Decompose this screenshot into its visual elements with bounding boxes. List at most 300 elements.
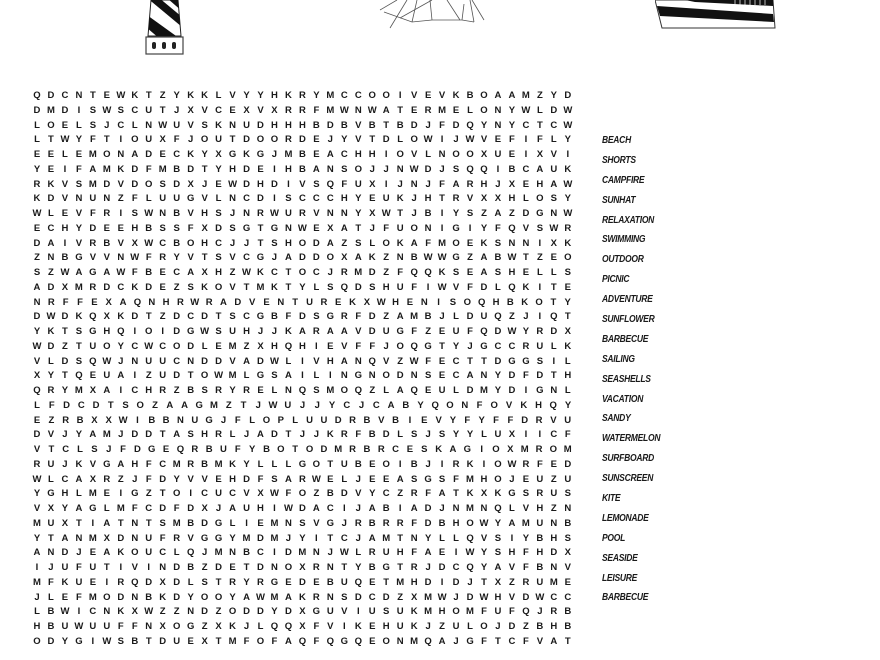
grid-letter[interactable]: Y (369, 488, 376, 500)
grid-letter[interactable]: J (48, 562, 54, 573)
grid-letter[interactable]: D (257, 532, 264, 544)
grid-letter[interactable]: S (452, 163, 460, 175)
grid-letter[interactable]: R (550, 606, 558, 618)
grid-letter[interactable]: Y (75, 429, 83, 441)
grid-letter[interactable]: J (132, 473, 138, 485)
grid-letter[interactable]: R (257, 208, 264, 219)
grid-letter[interactable]: J (187, 134, 194, 146)
grid-letter[interactable]: C (159, 458, 167, 470)
grid-letter[interactable]: B (363, 444, 371, 455)
grid-letter[interactable]: T (564, 311, 571, 323)
grid-letter[interactable]: H (382, 281, 390, 293)
grid-letter[interactable]: R (187, 458, 195, 470)
grid-letter[interactable]: D (466, 591, 474, 603)
grid-letter[interactable]: E (33, 414, 41, 426)
grid-letter[interactable]: Q (117, 326, 125, 337)
grid-letter[interactable]: N (312, 547, 320, 559)
grid-letter[interactable]: W (130, 252, 140, 264)
grid-letter[interactable]: R (215, 385, 223, 396)
grid-letter[interactable]: I (524, 134, 528, 146)
grid-letter[interactable]: D (47, 281, 55, 293)
grid-letter[interactable]: S (313, 311, 320, 323)
grid-letter[interactable]: H (492, 296, 500, 308)
grid-letter[interactable]: I (77, 606, 81, 618)
grid-letter[interactable]: A (550, 178, 558, 190)
grid-letter[interactable]: N (480, 503, 488, 514)
grid-letter[interactable]: M (480, 385, 488, 396)
grid-letter[interactable]: D (243, 473, 250, 485)
grid-letter[interactable]: I (440, 222, 444, 234)
grid-letter[interactable]: U (382, 193, 390, 205)
grid-letter[interactable]: W (144, 208, 154, 219)
grid-letter[interactable]: O (410, 222, 418, 234)
grid-letter[interactable]: V (103, 252, 110, 264)
grid-letter[interactable]: I (301, 370, 304, 382)
grid-letter[interactable]: H (33, 621, 41, 632)
grid-letter[interactable]: H (229, 163, 236, 175)
grid-letter[interactable]: C (298, 193, 306, 205)
grid-letter[interactable]: O (466, 517, 474, 529)
grid-letter[interactable]: V (75, 208, 83, 219)
grid-letter[interactable]: K (75, 311, 83, 323)
grid-letter[interactable]: L (145, 193, 152, 205)
grid-letter[interactable]: E (508, 149, 516, 160)
grid-letter[interactable]: J (439, 163, 445, 175)
grid-letter[interactable]: Z (215, 606, 222, 618)
grid-letter[interactable]: S (424, 370, 432, 382)
grid-letter[interactable]: F (271, 635, 278, 647)
grid-letter[interactable]: S (91, 444, 98, 455)
grid-letter[interactable]: E (369, 621, 376, 632)
grid-letter[interactable]: Y (494, 517, 502, 529)
grid-letter[interactable]: B (298, 163, 306, 175)
grid-letter[interactable]: I (63, 163, 67, 175)
grid-letter[interactable]: X (550, 237, 557, 249)
grid-letter[interactable]: A (536, 163, 544, 175)
grid-letter[interactable]: A (117, 370, 125, 382)
grid-letter[interactable]: K (326, 429, 334, 441)
grid-letter[interactable]: A (480, 252, 488, 264)
grid-letter[interactable]: J (229, 237, 236, 249)
grid-letter[interactable]: V (33, 444, 41, 455)
grid-letter[interactable]: C (372, 399, 380, 411)
grid-letter[interactable]: E (263, 296, 270, 308)
grid-letter[interactable]: J (34, 591, 40, 603)
grid-letter[interactable]: T (292, 296, 299, 308)
grid-letter[interactable]: I (273, 193, 276, 205)
grid-letter[interactable]: E (424, 90, 432, 101)
grid-letter[interactable]: J (425, 429, 431, 441)
grid-letter[interactable]: Z (201, 621, 208, 632)
grid-letter[interactable]: T (89, 90, 96, 101)
grid-letter[interactable]: O (33, 635, 41, 647)
grid-letter[interactable]: U (284, 208, 292, 219)
grid-letter[interactable]: D (187, 163, 195, 175)
grid-letter[interactable]: K (201, 90, 209, 101)
grid-letter[interactable]: G (354, 370, 362, 382)
grid-letter[interactable]: V (313, 355, 320, 367)
grid-letter[interactable]: B (368, 562, 376, 573)
grid-letter[interactable]: J (174, 104, 180, 116)
grid-letter[interactable]: B (368, 429, 376, 441)
grid-letter[interactable]: T (522, 252, 529, 264)
grid-letter[interactable]: L (48, 473, 54, 485)
grid-letter[interactable]: Q (410, 385, 418, 396)
grid-letter[interactable]: N (326, 562, 334, 573)
grid-letter[interactable]: V (550, 414, 557, 426)
grid-letter[interactable]: O (298, 267, 307, 278)
grid-letter[interactable]: G (75, 252, 83, 264)
grid-letter[interactable]: O (200, 370, 209, 382)
grid-letter[interactable]: G (452, 252, 460, 264)
grid-letter[interactable]: V (257, 104, 264, 116)
grid-letter[interactable]: S (229, 222, 236, 234)
grid-letter[interactable]: D (271, 429, 278, 441)
grid-letter[interactable]: V (117, 237, 124, 249)
grid-letter[interactable]: E (313, 222, 320, 234)
grid-letter[interactable]: I (440, 576, 444, 588)
grid-letter[interactable]: S (341, 591, 348, 603)
grid-letter[interactable]: S (75, 326, 83, 337)
grid-letter[interactable]: M (466, 503, 474, 514)
grid-letter[interactable]: H (162, 296, 170, 308)
grid-letter[interactable]: E (406, 444, 414, 455)
grid-letter[interactable]: L (369, 237, 376, 249)
grid-letter[interactable]: V (505, 399, 513, 411)
grid-letter[interactable]: F (131, 267, 138, 278)
grid-letter[interactable]: E (103, 90, 110, 101)
grid-letter[interactable]: L (285, 355, 292, 367)
grid-letter[interactable]: K (284, 326, 292, 337)
grid-letter[interactable]: M (214, 547, 223, 559)
grid-letter[interactable]: R (243, 385, 250, 396)
grid-letter[interactable]: N (117, 149, 125, 160)
grid-letter[interactable]: L (271, 385, 278, 396)
grid-letter[interactable]: L (453, 532, 459, 544)
grid-letter[interactable]: H (257, 503, 264, 514)
grid-letter[interactable]: J (118, 355, 124, 367)
grid-letter[interactable]: C (243, 193, 250, 205)
grid-letter[interactable]: C (131, 385, 139, 396)
grid-letter[interactable]: O (214, 281, 223, 293)
grid-letter[interactable]: F (411, 517, 418, 529)
grid-letter[interactable]: R (522, 576, 530, 588)
grid-letter[interactable]: C (452, 562, 460, 573)
grid-letter[interactable]: J (341, 517, 347, 529)
grid-letter[interactable]: C (312, 193, 320, 205)
grid-letter[interactable]: C (392, 444, 400, 455)
grid-letter[interactable]: D (334, 414, 342, 426)
grid-letter[interactable]: H (271, 90, 278, 101)
grid-letter[interactable]: Z (173, 281, 180, 293)
grid-letter[interactable]: J (425, 119, 431, 131)
grid-letter[interactable]: E (215, 340, 222, 352)
grid-letter[interactable]: H (438, 606, 446, 618)
grid-letter[interactable]: X (33, 370, 41, 382)
grid-letter[interactable]: M (74, 281, 83, 293)
grid-letter[interactable]: D (201, 517, 209, 529)
grid-letter[interactable]: U (320, 414, 328, 426)
grid-letter[interactable]: U (220, 444, 227, 455)
grid-letter[interactable]: Y (61, 385, 69, 396)
grid-letter[interactable]: J (383, 340, 389, 352)
grid-letter[interactable]: C (131, 340, 139, 352)
grid-letter[interactable]: K (480, 237, 488, 249)
grid-letter[interactable]: E (327, 473, 334, 485)
grid-letter[interactable]: S (285, 193, 292, 205)
grid-letter[interactable]: A (382, 104, 390, 116)
grid-letter[interactable]: H (243, 326, 250, 337)
grid-letter[interactable]: W (46, 311, 56, 323)
grid-letter[interactable]: B (263, 444, 270, 455)
grid-letter[interactable]: K (438, 267, 446, 278)
grid-letter[interactable]: R (284, 134, 292, 146)
grid-letter[interactable]: S (187, 281, 194, 293)
grid-letter[interactable]: D (508, 370, 516, 382)
grid-letter[interactable]: F (355, 311, 362, 323)
grid-letter[interactable]: O (326, 252, 335, 264)
grid-letter[interactable]: S (117, 104, 124, 116)
grid-letter[interactable]: Y (33, 488, 41, 500)
grid-letter[interactable]: F (313, 104, 320, 116)
grid-letter[interactable]: O (186, 237, 195, 249)
grid-letter[interactable]: L (467, 621, 473, 632)
grid-letter[interactable]: D (173, 311, 181, 323)
grid-letter[interactable]: T (145, 635, 152, 647)
grid-letter[interactable]: W (283, 503, 293, 514)
grid-letter[interactable]: Y (494, 385, 502, 396)
grid-letter[interactable]: B (536, 621, 544, 632)
grid-letter[interactable]: D (312, 237, 320, 249)
grid-letter[interactable]: I (119, 562, 123, 573)
grid-letter[interactable]: X (215, 621, 222, 632)
grid-letter[interactable]: F (522, 562, 529, 573)
grid-letter[interactable]: I (538, 311, 542, 323)
grid-letter[interactable]: R (424, 104, 432, 116)
grid-letter[interactable]: U (61, 562, 69, 573)
grid-letter[interactable]: V (248, 296, 256, 308)
grid-letter[interactable]: L (355, 547, 362, 559)
grid-letter[interactable]: F (131, 621, 138, 632)
grid-letter[interactable]: V (61, 193, 69, 205)
grid-letter[interactable]: F (425, 488, 432, 500)
grid-letter[interactable]: U (284, 399, 292, 411)
grid-letter[interactable]: D (33, 237, 41, 249)
grid-letter[interactable]: B (131, 635, 139, 647)
grid-letter[interactable]: N (550, 208, 558, 219)
grid-letter[interactable]: W (479, 591, 489, 603)
grid-letter[interactable]: M (116, 503, 125, 514)
grid-letter[interactable]: R (47, 385, 55, 396)
grid-letter[interactable]: C (368, 591, 376, 603)
grid-letter[interactable]: F (234, 444, 241, 455)
grid-letter[interactable]: F (77, 296, 83, 308)
grid-letter[interactable]: U (326, 606, 334, 618)
grid-letter[interactable]: D (117, 532, 125, 544)
grid-letter[interactable]: T (201, 252, 208, 264)
grid-letter[interactable]: Y (75, 134, 83, 146)
grid-letter[interactable]: H (271, 340, 278, 352)
grid-letter[interactable]: X (564, 326, 571, 337)
grid-letter[interactable]: I (384, 149, 388, 160)
grid-letter[interactable]: F (439, 178, 445, 190)
grid-letter[interactable]: Q (298, 385, 307, 396)
grid-letter[interactable]: R (340, 429, 348, 441)
grid-letter[interactable]: I (510, 532, 514, 544)
grid-letter[interactable]: S (494, 237, 502, 249)
grid-letter[interactable]: A (117, 458, 125, 470)
grid-letter[interactable]: E (215, 473, 222, 485)
grid-letter[interactable]: Q (424, 267, 432, 278)
grid-letter[interactable]: J (355, 503, 361, 514)
grid-letter[interactable]: U (145, 532, 153, 544)
grid-letter[interactable]: J (271, 252, 278, 264)
grid-letter[interactable]: M (438, 237, 447, 249)
grid-letter[interactable]: A (368, 532, 376, 544)
grid-letter[interactable]: T (292, 444, 299, 455)
grid-letter[interactable]: I (315, 532, 318, 544)
grid-letter[interactable]: U (145, 355, 153, 367)
grid-letter[interactable]: R (89, 237, 97, 249)
grid-letter[interactable]: D (257, 355, 264, 367)
grid-letter[interactable]: S (550, 193, 557, 205)
grid-letter[interactable]: Q (410, 267, 418, 278)
grid-letter[interactable]: R (298, 90, 306, 101)
grid-letter[interactable]: X (536, 149, 544, 160)
grid-letter[interactable]: B (392, 414, 400, 426)
grid-letter[interactable]: A (508, 517, 516, 529)
grid-letter[interactable]: N (243, 208, 250, 219)
grid-letter[interactable]: K (564, 237, 572, 249)
grid-letter[interactable]: S (159, 178, 166, 190)
grid-letter[interactable]: R (354, 517, 362, 529)
grid-letter[interactable]: O (452, 237, 460, 249)
grid-letter[interactable]: K (410, 621, 418, 632)
grid-letter[interactable]: X (363, 296, 371, 308)
grid-letter[interactable]: B (173, 163, 181, 175)
grid-letter[interactable]: L (292, 414, 299, 426)
grid-letter[interactable]: D (550, 326, 558, 337)
grid-letter[interactable]: L (173, 547, 180, 559)
grid-letter[interactable]: X (507, 444, 514, 455)
grid-letter[interactable]: U (215, 134, 223, 146)
grid-letter[interactable]: D (522, 208, 530, 219)
grid-letter[interactable]: Y (480, 547, 488, 559)
grid-letter[interactable]: W (507, 252, 517, 264)
grid-letter[interactable]: L (48, 355, 54, 367)
grid-letter[interactable]: A (257, 429, 264, 441)
grid-letter[interactable]: L (536, 104, 543, 116)
grid-letter[interactable]: T (62, 370, 68, 382)
grid-letter[interactable]: K (229, 621, 236, 632)
grid-letter[interactable]: D (368, 267, 376, 278)
grid-letter[interactable]: K (271, 281, 278, 293)
grid-letter[interactable]: O (382, 635, 390, 647)
grid-letter[interactable]: E (61, 119, 69, 131)
grid-letter[interactable]: T (48, 134, 54, 146)
grid-letter[interactable]: F (234, 414, 241, 426)
grid-letter[interactable]: R (33, 458, 41, 470)
grid-letter[interactable]: Q (89, 311, 97, 323)
grid-letter[interactable]: S (522, 488, 530, 500)
grid-letter[interactable]: C (145, 503, 153, 514)
grid-letter[interactable]: Q (508, 281, 516, 293)
grid-letter[interactable]: T (48, 444, 55, 455)
grid-letter[interactable]: G (214, 532, 223, 544)
grid-letter[interactable]: U (89, 562, 97, 573)
grid-letter[interactable]: M (326, 90, 335, 101)
grid-letter[interactable]: N (354, 355, 362, 367)
grid-letter[interactable]: S (341, 163, 348, 175)
grid-letter[interactable]: D (47, 635, 55, 647)
grid-letter[interactable]: X (131, 237, 138, 249)
grid-letter[interactable]: I (91, 635, 95, 647)
grid-letter[interactable]: D (61, 311, 69, 323)
grid-letter[interactable]: N (284, 517, 292, 529)
grid-letter[interactable]: K (466, 458, 474, 470)
grid-letter[interactable]: H (298, 340, 306, 352)
grid-letter[interactable]: R (159, 252, 167, 264)
grid-letter[interactable]: H (410, 576, 418, 588)
grid-letter[interactable]: R (382, 517, 390, 529)
grid-letter[interactable]: A (75, 473, 83, 485)
grid-letter[interactable]: B (564, 517, 572, 529)
grid-letter[interactable]: V (522, 222, 530, 234)
grid-letter[interactable]: M (466, 473, 474, 485)
grid-letter[interactable]: E (159, 281, 166, 293)
grid-letter[interactable]: A (229, 503, 236, 514)
grid-letter[interactable]: S (410, 473, 418, 485)
grid-letter[interactable]: A (75, 503, 83, 514)
grid-letter[interactable]: H (536, 503, 544, 514)
grid-letter[interactable]: J (383, 163, 389, 175)
grid-letter[interactable]: Q (477, 296, 486, 308)
grid-letter[interactable]: T (48, 532, 54, 544)
grid-letter[interactable]: N (103, 606, 111, 618)
grid-letter[interactable]: J (243, 621, 250, 632)
grid-letter[interactable]: F (509, 606, 515, 618)
grid-letter[interactable]: F (522, 547, 529, 559)
grid-letter[interactable]: C (187, 311, 195, 323)
grid-letter[interactable]: T (327, 458, 334, 470)
grid-letter[interactable]: U (173, 193, 181, 205)
grid-letter[interactable]: U (159, 355, 167, 367)
grid-letter[interactable]: L (243, 370, 250, 382)
grid-letter[interactable]: T (243, 281, 250, 293)
grid-letter[interactable]: I (524, 429, 528, 441)
grid-letter[interactable]: L (187, 576, 194, 588)
grid-letter[interactable]: E (466, 267, 474, 278)
grid-letter[interactable]: E (522, 267, 530, 278)
grid-letter[interactable]: F (48, 399, 55, 411)
grid-letter[interactable]: L (453, 311, 459, 323)
grid-letter[interactable]: R (466, 178, 474, 190)
grid-letter[interactable]: M (158, 163, 167, 175)
grid-letter[interactable]: A (243, 591, 250, 603)
grid-letter[interactable]: E (522, 178, 530, 190)
grid-letter[interactable]: Z (34, 252, 40, 264)
grid-letter[interactable]: Z (425, 326, 432, 337)
grid-letter[interactable]: R (320, 296, 328, 308)
grid-letter[interactable]: G (536, 208, 544, 219)
grid-letter[interactable]: K (349, 296, 356, 308)
grid-letter[interactable]: M (270, 591, 279, 603)
grid-letter[interactable]: V (550, 149, 557, 160)
grid-letter[interactable]: Z (145, 370, 152, 382)
grid-letter[interactable]: E (187, 635, 194, 647)
grid-letter[interactable]: C (62, 444, 70, 455)
grid-letter[interactable]: C (159, 340, 167, 352)
